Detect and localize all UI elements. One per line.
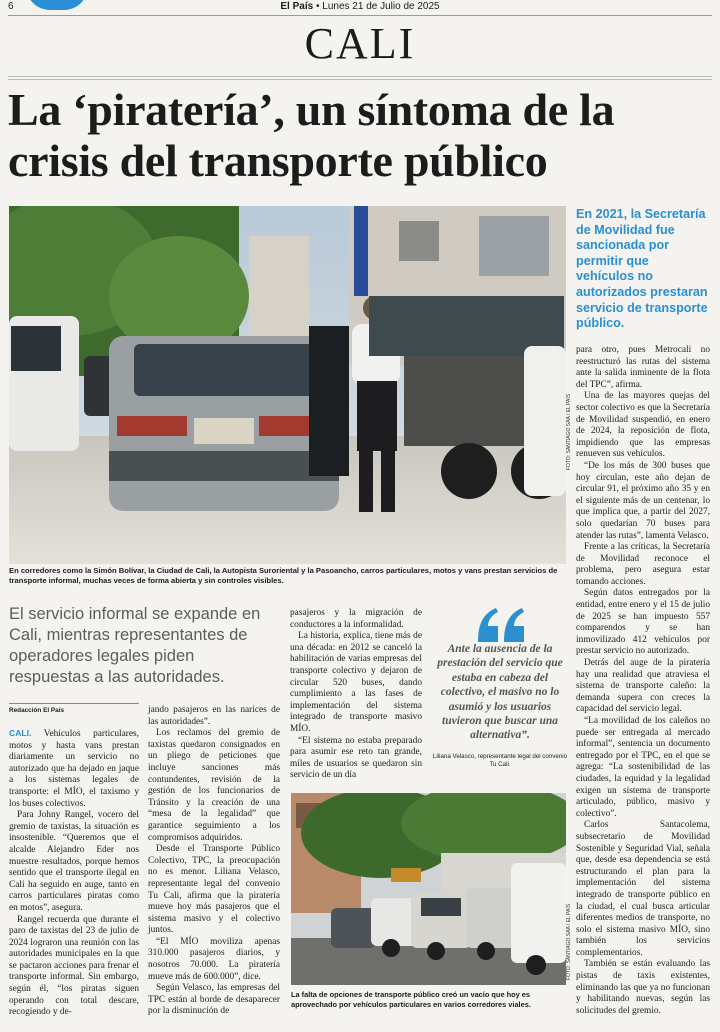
photo-credit: FOTO: SANTIAGO SAA / EL PAÍS — [566, 903, 572, 980]
page-number: 6 — [8, 1, 14, 12]
masthead-line — [0, 1, 720, 12]
paragraph: Frente a las críticas, la Secretaría de Movilidad reconoce el problema, pero asegura estar tomando acciones. — [576, 542, 710, 587]
paragraph: Para Johny Rangel, vocero del gremio de taxistas, la situación es insostenible. “Queremos que el alcalde Alejandro Eder nos muestre resultados, porque hemos sentido que el transporte ilegal en Cali ha seguido en auge, tanto en carros particulares piratas como en motos”, asegura. — [9, 810, 139, 913]
article-column-1 — [9, 728, 139, 1019]
pull-quote: Ante la ausencia de la prestación del servicio que estaba en cabeza del colectivo, el masivo no lo asumió y los usuarios tuvieron que buscar una alternativa”. — [437, 643, 563, 742]
byline: Redacción El País — [9, 707, 65, 714]
paragraph: También se están evaluando las pistas de taxis existentes, eliminando las que ya no funcionan y habilitando nuevas, según las solicitudes del gremio. — [576, 959, 710, 1016]
paragraph: para otro, pues Metrocali no reestructuró las rutas del sistema ante la salida inminente de la flota del TPC”, afirma. — [576, 345, 710, 390]
quote-mark-icon — [476, 604, 528, 644]
paragraph: Carlos Santacolema, subsecretario de Movilidad Sostenible y Seguridad Vial, señala que, desde esa dependencia se está estructurando el plan para la implementación del sistema integrado de transporte público en la ciudad, el cual busca articular diferentes medios de transporte, no solo el sistema masivo MÍO, sino también los servicios complementarios. — [576, 820, 710, 958]
paragraph-text: Vehículos particulares, motos y hasta vans prestan diariamente un servicio no autorizado que ha dejado en jaque a los sistemas legales de transporte: el MÍO, el taxismo y los buses colectivos. — [9, 729, 139, 809]
subheadline: El servicio informal se expande en Cali, mientras representantes de operadores legales piden respuestas a las autoridades. — [9, 605, 261, 686]
byline-divider — [9, 703, 139, 704]
photo-caption: En corredores como la Simón Bolívar, la Ciudad de Cali, la Autopista Suroriental y la Pasoancho, carros particulares, motos y vans prestan servicios de transporte informal, muchas veces de forma abierta y sin controles visibles. — [9, 566, 558, 585]
paragraph: jando pasajeros en las narices de las autoridades”. — [148, 705, 280, 727]
paragraph: “El MÍO moviliza apenas 310.000 pasajeros diarios, y nosotros 70.000. La piratería mueve más de 600.000”, dice. — [148, 936, 280, 982]
paragraph: Rangel recuerda que durante el paro de taxistas del 23 de julio de 2024 lograron una reunión con las autoridades municipales en la que se pactaron acciones para frenar el transporte informal. Sin embargo, según él, “los piratas siguen operando con total descare, recogiendo y de- — [9, 914, 139, 1018]
photo-caption: La falta de opciones de transporte público creó un vacío que hoy es aprovechado por vehículos particulares en varios corredores viales. — [291, 990, 531, 1009]
bullet-separator: • — [315, 1, 323, 12]
article-column-2 — [148, 705, 280, 1018]
newspaper-name: El País — [280, 1, 314, 12]
headline: La ‘piratería’, un síntoma de la crisis del transporte público — [8, 84, 615, 186]
paragraph: Detrás del auge de la piratería hay una realidad que atraviesa el sistema de transporte caleño: la demanda supera con creces la capacidad del servicio legal. — [576, 658, 710, 715]
paragraph: “De los más de 300 buses que hoy circulan, este año dejan de circular 91, el próximo año 35 y en el siguiente más de un centenar, lo que implica que, a partir del 2027, solo quedarían 70 buses para atender las rutas”, lamenta Velasco. — [576, 460, 710, 541]
header-divider — [8, 15, 712, 16]
paragraph: La historia, explica, tiene más de una década: en 2012 se canceló la habilitación de varias empresas del transporte colectivo y dejaron de circular 520 buses, dando cumplimiento a las fases de implementación del sistema integrado de transporte masivo MÍO. — [290, 631, 422, 734]
page-header — [0, 0, 720, 16]
dateline: CALI. — [9, 728, 32, 738]
article-column-3 — [290, 608, 422, 782]
section-divider — [8, 79, 712, 80]
sidebar-highlight: En 2021, la Secretaría de Movilidad fue sancionada por permitir que vehículos no autorizados prestaran servicio de transporte público. — [576, 207, 708, 331]
section-title: CALI — [304, 19, 416, 68]
paragraph: pasajeros y la migración de conductores a la informalidad. — [290, 608, 422, 630]
paragraph: Según Velasco, las empresas del TPC están al borde de desaparecer por la disminución de — [148, 983, 280, 1017]
issue-date: Lunes 21 de Julio de 2025 — [322, 1, 440, 12]
paragraph: Los reclamos del gremio de taxistas quedaron consignados en un pliego de peticiones que incluye sanciones más contundentes, revisión de la gestión de los funcionarios de Tránsito y la creación de una “mesa de la legalidad” que garantice seguimiento a los compromisos adquiridos. — [148, 728, 280, 843]
article-column-4 — [576, 345, 710, 1017]
paragraph — [9, 728, 139, 810]
paragraph: Una de las mayores quejas del sector colectivo es que la Secretaría de Movilidad suspendió, en enero de 2024, la reposición de flota, impidiendo que las empresas renueven sus vehículos. — [576, 391, 710, 460]
paragraph: “La movilidad de los caleños no puede ser entregada al mercado informal”, sentencia un documento entregado por el TPC, en el que se agrega: “La sostenibilidad de las ciudades, la equidad y la legalidad exigen un sistema de transporte articulado, público, masivo y colectivo”. — [576, 716, 710, 819]
pull-quote-attribution: Liliana Velasco, representante legal del convenio Tu Cali. — [432, 753, 568, 768]
section-divider — [8, 76, 712, 77]
paragraph: Desde el Transporte Público Colectivo, TPC, la preocupación no es menor. Liliana Velasco, representante legal del convenio Tu Cali, afirma que la piratería mueve hoy más pasajeros que el sistema masivo y el colectivo juntos. — [148, 844, 280, 936]
photo-credit: FOTO: SANTIAGO SAA / EL PAÍS — [566, 393, 572, 470]
paragraph: Según datos entregados por la entidad, entre enero y el 15 de julio de 2025 se han impuesto 557 comparendos y se han inmovilizado 412 vehículos por prestar servicio no autorizado. — [576, 588, 710, 657]
traffic-photo — [291, 793, 566, 985]
street-photo — [9, 206, 566, 564]
paragraph: “El sistema no estaba preparado para asumir ese reto tan grande, miles de usuarios se quedaron sin servicio de un día — [290, 735, 422, 781]
